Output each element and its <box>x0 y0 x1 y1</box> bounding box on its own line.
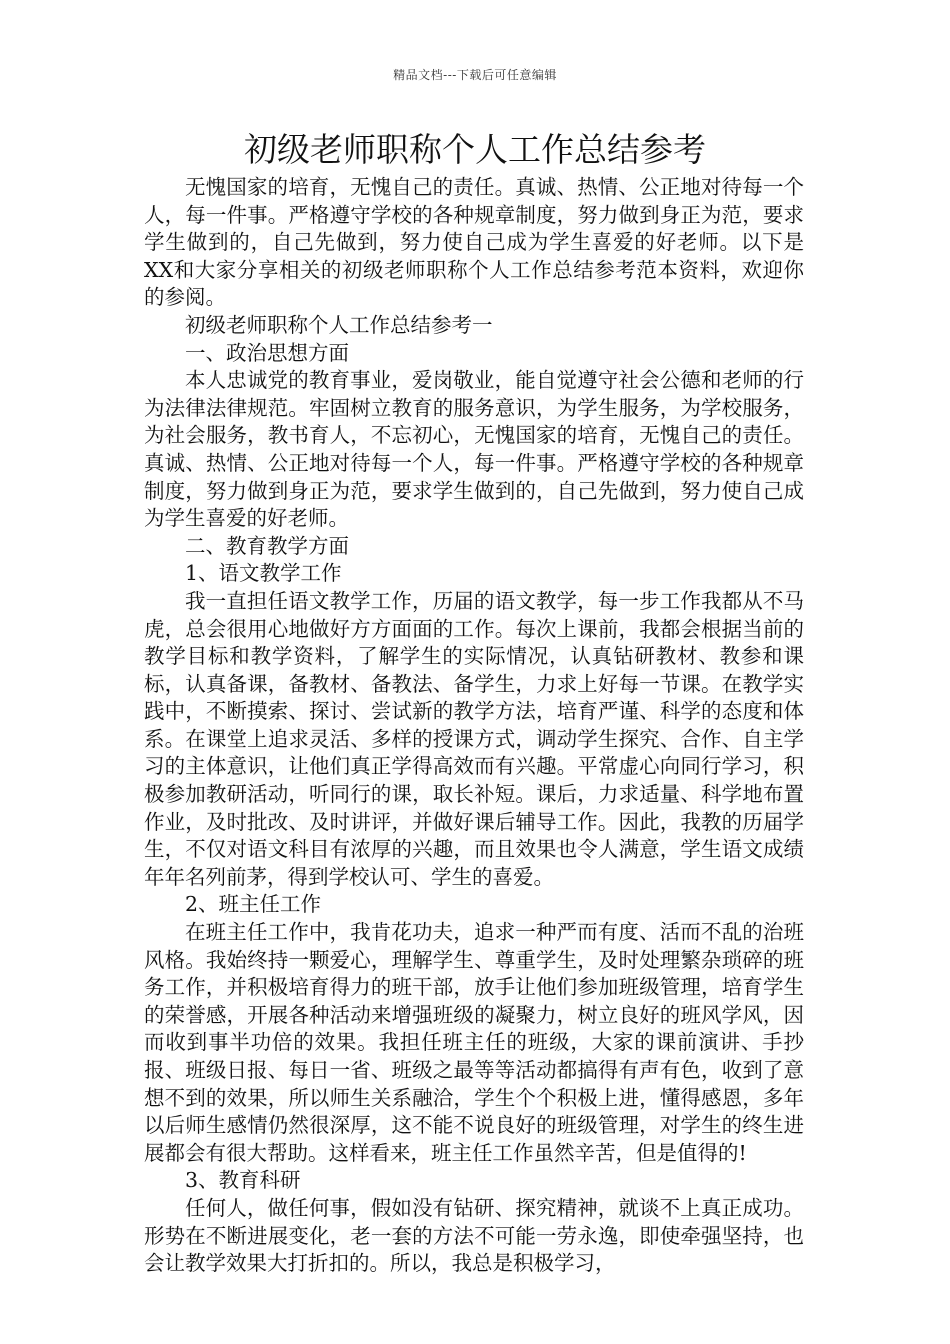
section-heading: 初级老师职称个人工作总结参考一 <box>185 312 493 337</box>
paragraph: 本人忠诚党的教育事业，爱岗敬业，能自觉遵守社会公德和老师的行为法律法律规范。牢固树立教育的服务意识，为学生服务，为学校服务，为社会服务，教书育人，不忘初心，无愧国家的培育，无愧自己的责任。真诚、热情、公正地对待每一个人，每一件事。严格遵守学校的各种规章制度，努力做到身正为范，要求学生做到的，自己先做到，努力使自己成为学生喜爱的好老师。 <box>144 368 804 531</box>
document-title: 初级老师职称个人工作总结参考 <box>244 130 706 169</box>
section-heading: 二、教育教学方面 <box>185 533 349 558</box>
document-body <box>144 174 804 1278</box>
paragraph: 我一直担任语文教学工作，历届的语文教学，每一步工作我都从不马虎，总会很用心地做好方方面面的工作。每次上课前，我都会根据当前的教学目标和教学资料，了解学生的实际情况，认真钻研教材、教参和课标，认真备课，备教材、备教法、备学生，力求上好每一节课。在教学实践中，不断摸索、探讨、尝试新的教学方法，培育严谨、科学的态度和体系。在课堂上追求灵活、多样的授课方式，调动学生探究、合作、自主学习的主体意识，让他们真正学得高效而有兴趣。平常虚心向同行学习，积极参加教研活动，听同行的课，取长补短。课后，力求适量、科学地布置作业，及时批改、及时讲评，并做好课后辅导工作。因此，我教的历届学生，不仅对语文科目有浓厚的兴趣，而且效果也令人满意，学生语文成绩年年名列前茅，得到学校认可、学生的喜爱。 <box>144 588 804 889</box>
paragraph: 在班主任工作中，我肯花功夫，追求一种严而有度、活而不乱的治班风格。我始终持一颗爱心，理解学生、尊重学生，及时处理繁杂琐碎的班务工作，并积极培育得力的班干部，放手让他们参加班级管理，培育学生的荣誉感，开展各种活动来增强班级的凝聚力，树立良好的班风学风，因而收到事半功倍的效果。我担任班主任的班级，大家的课前演讲、手抄报、班级日报、每日一省、班级之最等等活动都搞得有声有色，收到了意想不到的效果，所以师生关系融洽，学生个个积极上进，懂得感恩，多年以后师生感情仍然很深厚，这不能不说良好的班级管理，对学生的终生进展都会有很大帮助。这样看来，班主任工作虽然辛苦，但是值得的! <box>144 920 804 1165</box>
section-heading: 1、语文教学工作 <box>185 561 342 586</box>
header-note: 精品文档---下载后可任意编辑 <box>393 68 557 82</box>
section-heading: 3、教育科研 <box>185 1168 301 1193</box>
paragraph: 任何人，做任何事，假如没有钻研、探究精神，就谈不上真正成功。形势在不断进展变化，老一套的方法不可能一劳永逸，即使牵强坚持，也会让教学效果大打折扣的。所以，我总是积极学习， <box>144 1195 804 1276</box>
section-heading: 一、政治思想方面 <box>185 340 349 365</box>
section-heading: 2、班主任工作 <box>185 892 322 917</box>
paragraph: 无愧国家的培育，无愧自己的责任。真诚、热情、公正地对待每一个人，每一件事。严格遵守学校的各种规章制度，努力做到身正为范，要求学生做到的，自己先做到，努力使自己成为学生喜爱的好老师。以下是XX和大家分享相关的初级老师职称个人工作总结参考范本资料，欢迎你的参阅。 <box>144 175 804 310</box>
